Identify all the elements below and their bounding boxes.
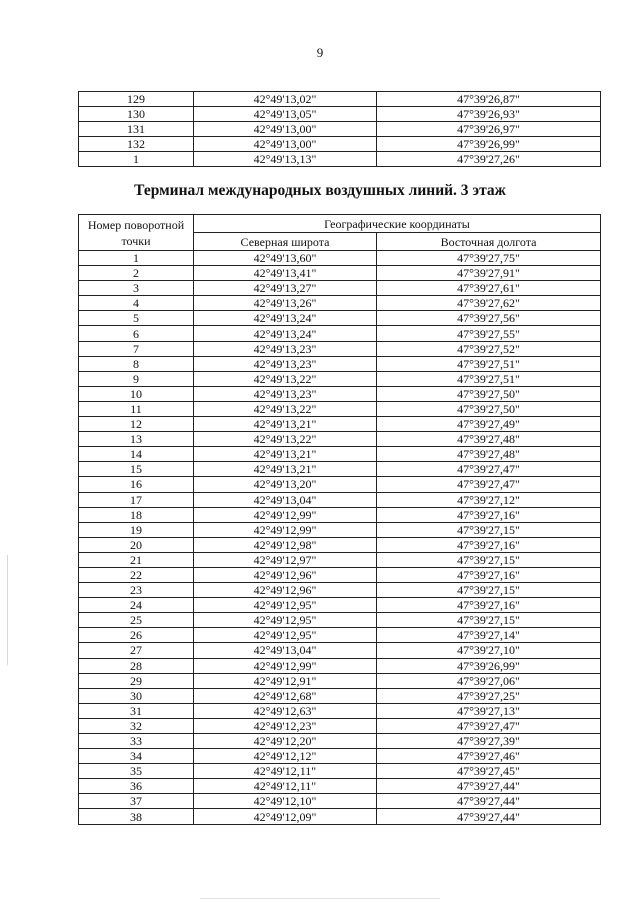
point-number-cell: 19 [79,522,194,537]
latitude-cell: 42°49'13,27" [194,281,377,296]
latitude-cell: 42°49'12,95" [194,598,377,613]
table-row [79,296,601,311]
table-row [79,371,601,386]
table-row [79,658,601,673]
table-row [79,326,601,341]
point-number-cell: 38 [79,809,194,824]
latitude-cell: 42°49'13,02" [194,92,377,107]
table-row [79,417,601,432]
point-number-cell: 131 [79,122,194,137]
longitude-cell: 47°39'27,49" [377,417,601,432]
point-number-cell: 8 [79,356,194,371]
latitude-cell: 42°49'12,99" [194,658,377,673]
scan-artifact-line [7,555,8,665]
continuation-table-body [79,92,601,167]
table-row [79,266,601,281]
table-row [79,401,601,416]
longitude-cell: 47°39'26,93" [377,107,601,122]
longitude-cell: 47°39'27,15" [377,613,601,628]
point-number-cell: 22 [79,567,194,582]
table-row [79,688,601,703]
table-row [79,703,601,718]
longitude-cell: 47°39'27,48" [377,447,601,462]
latitude-cell: 42°49'13,22" [194,401,377,416]
longitude-cell: 47°39'27,52" [377,341,601,356]
latitude-cell: 42°49'13,22" [194,371,377,386]
latitude-cell: 42°49'13,26" [194,296,377,311]
point-number-cell: 35 [79,764,194,779]
point-number-cell: 3 [79,281,194,296]
latitude-cell: 42°49'13,13" [194,152,377,167]
point-number-cell: 37 [79,794,194,809]
point-number-cell: 2 [79,266,194,281]
point-number-cell: 4 [79,296,194,311]
point-number-cell: 29 [79,673,194,688]
point-number-cell: 6 [79,326,194,341]
table-row [79,122,601,137]
table-row [79,152,601,167]
longitude-cell: 47°39'27,15" [377,583,601,598]
longitude-cell: 47°39'27,62" [377,296,601,311]
longitude-cell: 47°39'27,14" [377,628,601,643]
continuation-table [78,91,601,167]
longitude-cell: 47°39'27,10" [377,643,601,658]
latitude-cell: 42°49'13,04" [194,492,377,507]
table-row [79,522,601,537]
longitude-cell: 47°39'26,99" [377,658,601,673]
point-number-cell: 30 [79,688,194,703]
latitude-cell: 42°49'12,98" [194,537,377,552]
latitude-cell: 42°49'13,00" [194,137,377,152]
table-row [79,643,601,658]
longitude-cell: 47°39'26,87" [377,92,601,107]
longitude-cell: 47°39'26,99" [377,137,601,152]
point-number-cell: 12 [79,417,194,432]
point-number-cell: 11 [79,401,194,416]
latitude-cell: 42°49'13,20" [194,477,377,492]
point-number-cell: 27 [79,643,194,658]
longitude-cell: 47°39'27,55" [377,326,601,341]
table-row [79,462,601,477]
table-row [79,447,601,462]
table-row [79,764,601,779]
table-row [79,567,601,582]
table-row [79,583,601,598]
latitude-cell: 42°49'13,41" [194,266,377,281]
table-row [79,507,601,522]
table-row [79,809,601,824]
header-geo-coordinates: Географические координаты [194,215,601,233]
point-number-cell: 20 [79,537,194,552]
table-row [79,749,601,764]
latitude-cell: 42°49'13,21" [194,447,377,462]
coordinates-table-body [79,251,601,825]
latitude-cell: 42°49'13,04" [194,643,377,658]
latitude-cell: 42°49'13,05" [194,107,377,122]
longitude-cell: 47°39'27,16" [377,598,601,613]
point-number-cell: 1 [79,152,194,167]
table-row [79,552,601,567]
latitude-cell: 42°49'12,99" [194,522,377,537]
point-number-cell: 24 [79,598,194,613]
page-number: 9 [316,45,324,60]
table-row [79,92,601,107]
latitude-cell: 42°49'12,12" [194,749,377,764]
table-row [79,341,601,356]
table-row [79,477,601,492]
point-number-cell: 31 [79,703,194,718]
longitude-cell: 47°39'27,44" [377,794,601,809]
coordinates-table [78,214,601,825]
longitude-cell: 47°39'27,48" [377,432,601,447]
header-east-longitude: Восточная долгота [377,233,601,251]
table-row [79,779,601,794]
section-title: Терминал международных воздушных линий. 3 этаж [134,182,506,199]
point-number-cell: 5 [79,311,194,326]
latitude-cell: 42°49'12,11" [194,779,377,794]
latitude-cell: 42°49'12,95" [194,613,377,628]
point-number-cell: 132 [79,137,194,152]
longitude-cell: 47°39'27,47" [377,477,601,492]
latitude-cell: 42°49'12,99" [194,507,377,522]
latitude-cell: 42°49'13,21" [194,462,377,477]
longitude-cell: 47°39'27,16" [377,567,601,582]
latitude-cell: 42°49'12,11" [194,764,377,779]
latitude-cell: 42°49'12,10" [194,794,377,809]
point-number-cell: 28 [79,658,194,673]
point-number-cell: 36 [79,779,194,794]
point-number-cell: 9 [79,371,194,386]
point-number-cell: 32 [79,718,194,733]
longitude-cell: 47°39'27,47" [377,718,601,733]
table-row [79,718,601,733]
latitude-cell: 42°49'12,91" [194,673,377,688]
latitude-cell: 42°49'13,23" [194,341,377,356]
latitude-cell: 42°49'13,00" [194,122,377,137]
longitude-cell: 47°39'27,15" [377,522,601,537]
table-row [79,432,601,447]
longitude-cell: 47°39'27,46" [377,749,601,764]
table-row [79,673,601,688]
longitude-cell: 47°39'27,50" [377,401,601,416]
point-number-cell: 15 [79,462,194,477]
longitude-cell: 47°39'27,06" [377,673,601,688]
longitude-cell: 47°39'27,56" [377,311,601,326]
latitude-cell: 42°49'13,60" [194,251,377,266]
longitude-cell: 47°39'27,16" [377,507,601,522]
latitude-cell: 42°49'12,95" [194,628,377,643]
latitude-cell: 42°49'12,97" [194,552,377,567]
table-row [79,311,601,326]
point-number-cell: 16 [79,477,194,492]
latitude-cell: 42°49'13,22" [194,432,377,447]
table-row [79,598,601,613]
table-row [79,537,601,552]
header-north-latitude: Северная широта [194,233,377,251]
latitude-cell: 42°49'12,96" [194,567,377,582]
point-number-cell: 7 [79,341,194,356]
longitude-cell: 47°39'27,26" [377,152,601,167]
table-row [79,492,601,507]
longitude-cell: 47°39'27,13" [377,703,601,718]
latitude-cell: 42°49'12,68" [194,688,377,703]
point-number-cell: 10 [79,386,194,401]
point-number-cell: 130 [79,107,194,122]
point-number-cell: 25 [79,613,194,628]
longitude-cell: 47°39'27,15" [377,552,601,567]
table-row [79,628,601,643]
table-row [79,251,601,266]
point-number-cell: 14 [79,447,194,462]
latitude-cell: 42°49'12,96" [194,583,377,598]
point-number-cell: 129 [79,92,194,107]
longitude-cell: 47°39'27,44" [377,809,601,824]
longitude-cell: 47°39'27,50" [377,386,601,401]
longitude-cell: 47°39'27,44" [377,779,601,794]
latitude-cell: 42°49'13,24" [194,311,377,326]
point-number-cell: 13 [79,432,194,447]
latitude-cell: 42°49'12,63" [194,703,377,718]
longitude-cell: 47°39'27,45" [377,764,601,779]
point-number-cell: 18 [79,507,194,522]
longitude-cell: 47°39'27,25" [377,688,601,703]
longitude-cell: 47°39'27,12" [377,492,601,507]
point-number-cell: 1 [79,251,194,266]
longitude-cell: 47°39'27,61" [377,281,601,296]
latitude-cell: 42°49'13,24" [194,326,377,341]
longitude-cell: 47°39'27,47" [377,462,601,477]
longitude-cell: 47°39'27,51" [377,371,601,386]
header-point-number: Номер поворотной точки [79,215,194,251]
scan-artifact-line [200,898,440,899]
latitude-cell: 42°49'12,23" [194,718,377,733]
table-row [79,137,601,152]
point-number-cell: 33 [79,734,194,749]
latitude-cell: 42°49'12,20" [194,734,377,749]
longitude-cell: 47°39'27,39" [377,734,601,749]
longitude-cell: 47°39'27,51" [377,356,601,371]
table-row [79,356,601,371]
table-row [79,281,601,296]
table-row [79,613,601,628]
table-row [79,386,601,401]
longitude-cell: 47°39'27,75" [377,251,601,266]
longitude-cell: 47°39'27,16" [377,537,601,552]
point-number-cell: 17 [79,492,194,507]
point-number-cell: 34 [79,749,194,764]
table-row [79,107,601,122]
latitude-cell: 42°49'12,09" [194,809,377,824]
latitude-cell: 42°49'13,23" [194,356,377,371]
longitude-cell: 47°39'26,97" [377,122,601,137]
latitude-cell: 42°49'13,21" [194,417,377,432]
latitude-cell: 42°49'13,23" [194,386,377,401]
point-number-cell: 26 [79,628,194,643]
point-number-cell: 23 [79,583,194,598]
table-row [79,794,601,809]
longitude-cell: 47°39'27,91" [377,266,601,281]
point-number-cell: 21 [79,552,194,567]
table-row [79,734,601,749]
